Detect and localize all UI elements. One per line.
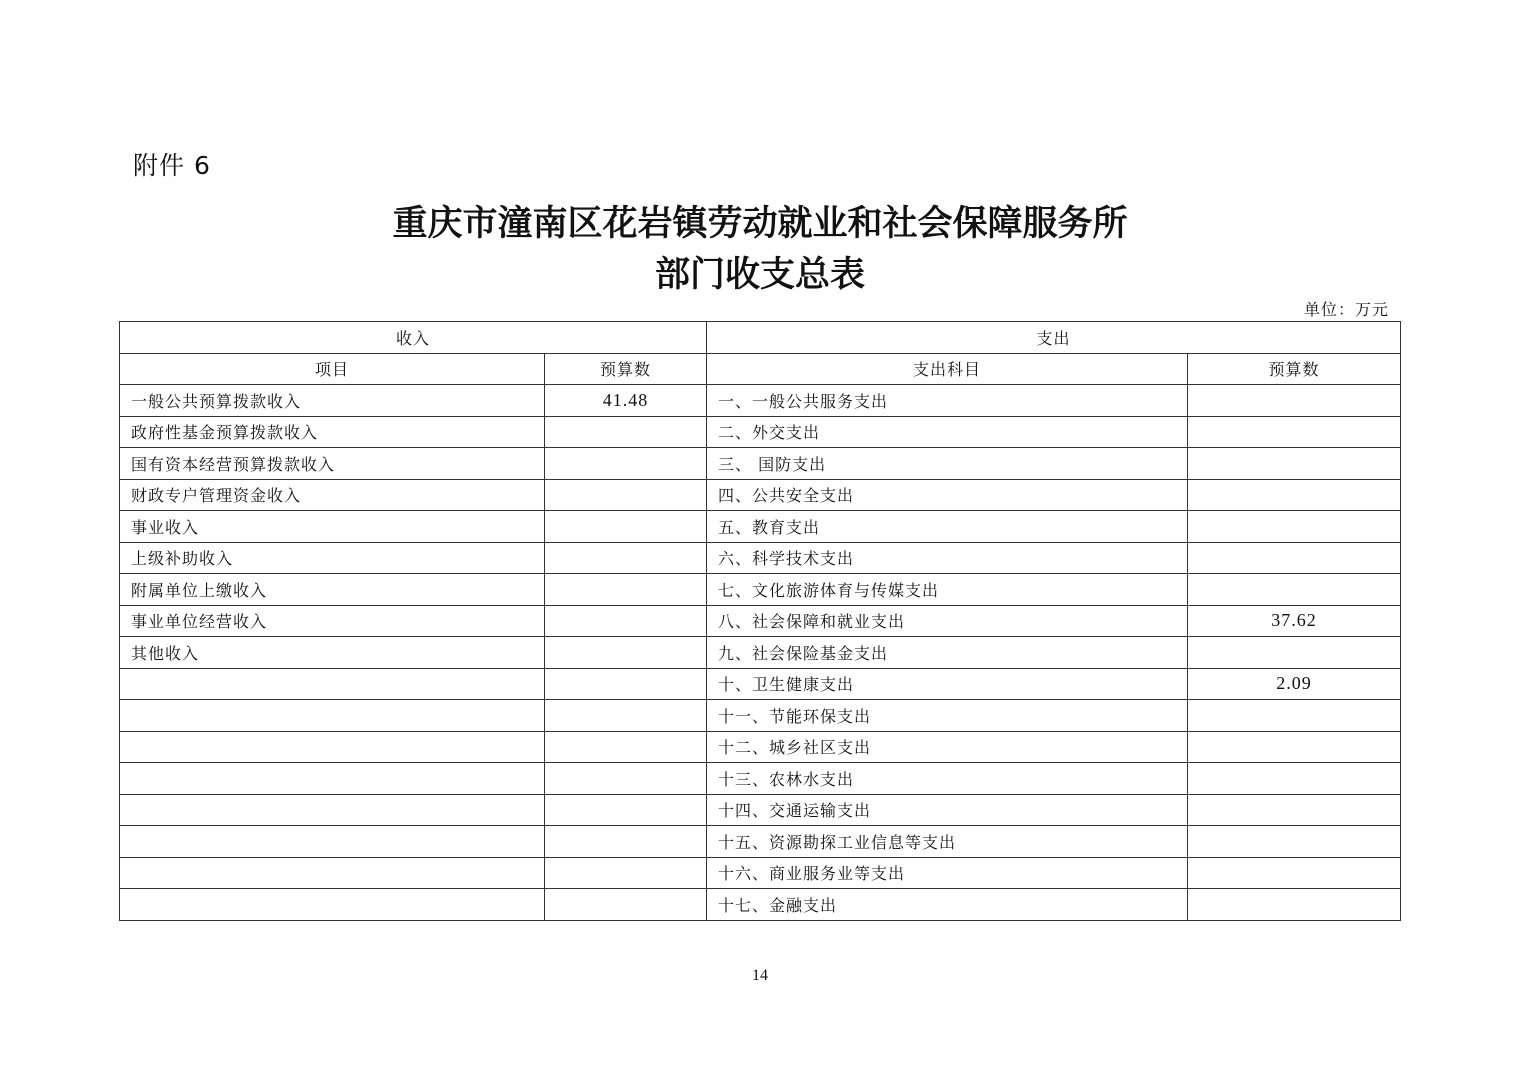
expense-item-cell: 九、社会保险基金支出 [707, 637, 1188, 669]
table-row [120, 826, 1401, 858]
income-item-cell [120, 826, 545, 858]
expense-value-cell [1188, 889, 1401, 921]
table-row [120, 668, 1401, 700]
expense-value-cell [1188, 511, 1401, 543]
expense-item-cell: 十七、金融支出 [707, 889, 1188, 921]
income-item-cell [120, 763, 545, 795]
expense-value-cell [1188, 731, 1401, 763]
income-value-cell [545, 542, 707, 574]
income-value-cell [545, 448, 707, 480]
expense-item-cell: 十二、城乡社区支出 [707, 731, 1188, 763]
expense-item-cell: 十五、资源勘探工业信息等支出 [707, 826, 1188, 858]
table-row [120, 731, 1401, 763]
income-value-cell [545, 794, 707, 826]
table-row [120, 385, 1401, 417]
column-header-income-budget: 预算数 [545, 353, 707, 385]
table-row [120, 416, 1401, 448]
column-header-expense-item: 支出科目 [707, 353, 1188, 385]
expense-value-cell: 2.09 [1188, 668, 1401, 700]
table-row [120, 889, 1401, 921]
document-subtitle: 部门收支总表 [654, 254, 865, 295]
expense-value-cell [1188, 794, 1401, 826]
expense-item-cell: 二、外交支出 [707, 416, 1188, 448]
table-group-header-row [120, 322, 1401, 354]
table-row [120, 857, 1401, 889]
income-item-cell: 附属单位上缴收入 [120, 574, 545, 606]
expense-item-cell: 十六、商业服务业等支出 [707, 857, 1188, 889]
table-row [120, 637, 1401, 669]
table-row [120, 448, 1401, 480]
table-row [120, 511, 1401, 543]
income-item-cell [120, 857, 545, 889]
document-title: 重庆市潼南区花岩镇劳动就业和社会保障服务所 [392, 203, 1128, 244]
income-value-cell [545, 605, 707, 637]
income-item-cell: 事业单位经营收入 [120, 605, 545, 637]
table-row [120, 542, 1401, 574]
income-value-cell [545, 889, 707, 921]
income-value-cell [545, 826, 707, 858]
expense-value-cell: 37.62 [1188, 605, 1401, 637]
expense-item-cell: 十一、节能环保支出 [707, 700, 1188, 732]
expense-value-cell [1188, 542, 1401, 574]
expense-value-cell [1188, 763, 1401, 795]
unit-label: 单位：万元 [1303, 300, 1389, 319]
income-value-cell [545, 479, 707, 511]
income-item-cell [120, 668, 545, 700]
income-value-cell [545, 731, 707, 763]
income-item-cell [120, 731, 545, 763]
income-header: 收入 [120, 322, 707, 354]
income-item-cell [120, 794, 545, 826]
income-item-cell: 上级补助收入 [120, 542, 545, 574]
expense-value-cell [1188, 637, 1401, 669]
expense-value-cell [1188, 826, 1401, 858]
expense-item-cell: 十三、农林水支出 [707, 763, 1188, 795]
table-column-header-row [120, 353, 1401, 385]
income-item-cell [120, 889, 545, 921]
attachment-label: 附件 6 [133, 151, 211, 180]
income-item-cell: 财政专户管理资金收入 [120, 479, 545, 511]
expense-header: 支出 [707, 322, 1401, 354]
income-value-cell [545, 574, 707, 606]
income-value-cell [545, 637, 707, 669]
income-value-cell [545, 668, 707, 700]
expense-value-cell [1188, 416, 1401, 448]
page-number: 14 [752, 967, 768, 984]
expense-item-cell: 五、教育支出 [707, 511, 1188, 543]
income-value-cell [545, 700, 707, 732]
expense-value-cell [1188, 700, 1401, 732]
expense-item-cell: 六、科学技术支出 [707, 542, 1188, 574]
budget-table [119, 321, 1401, 921]
expense-item-cell: 三、 国防支出 [707, 448, 1188, 480]
income-item-cell: 国有资本经营预算拨款收入 [120, 448, 545, 480]
expense-item-cell: 七、文化旅游体育与传媒支出 [707, 574, 1188, 606]
expense-value-cell [1188, 857, 1401, 889]
income-value-cell [545, 857, 707, 889]
expense-item-cell: 十四、交通运输支出 [707, 794, 1188, 826]
expense-item-cell: 四、公共安全支出 [707, 479, 1188, 511]
income-value-cell [545, 511, 707, 543]
expense-value-cell [1188, 479, 1401, 511]
expense-value-cell [1188, 385, 1401, 417]
income-item-cell: 政府性基金预算拨款收入 [120, 416, 545, 448]
income-item-cell [120, 700, 545, 732]
income-value-cell [545, 763, 707, 795]
table-row [120, 605, 1401, 637]
income-value-cell: 41.48 [545, 385, 707, 417]
expense-value-cell [1188, 574, 1401, 606]
income-item-cell: 其他收入 [120, 637, 545, 669]
income-item-cell: 事业收入 [120, 511, 545, 543]
table-row [120, 763, 1401, 795]
income-value-cell [545, 416, 707, 448]
expense-item-cell: 十、卫生健康支出 [707, 668, 1188, 700]
column-header-item: 项目 [120, 353, 545, 385]
expense-item-cell: 八、社会保障和就业支出 [707, 605, 1188, 637]
table-row [120, 574, 1401, 606]
expense-item-cell: 一、一般公共服务支出 [707, 385, 1188, 417]
column-header-expense-budget: 预算数 [1188, 353, 1401, 385]
income-item-cell: 一般公共预算拨款收入 [120, 385, 545, 417]
table-row [120, 700, 1401, 732]
table-row [120, 479, 1401, 511]
expense-value-cell [1188, 448, 1401, 480]
table-row [120, 794, 1401, 826]
